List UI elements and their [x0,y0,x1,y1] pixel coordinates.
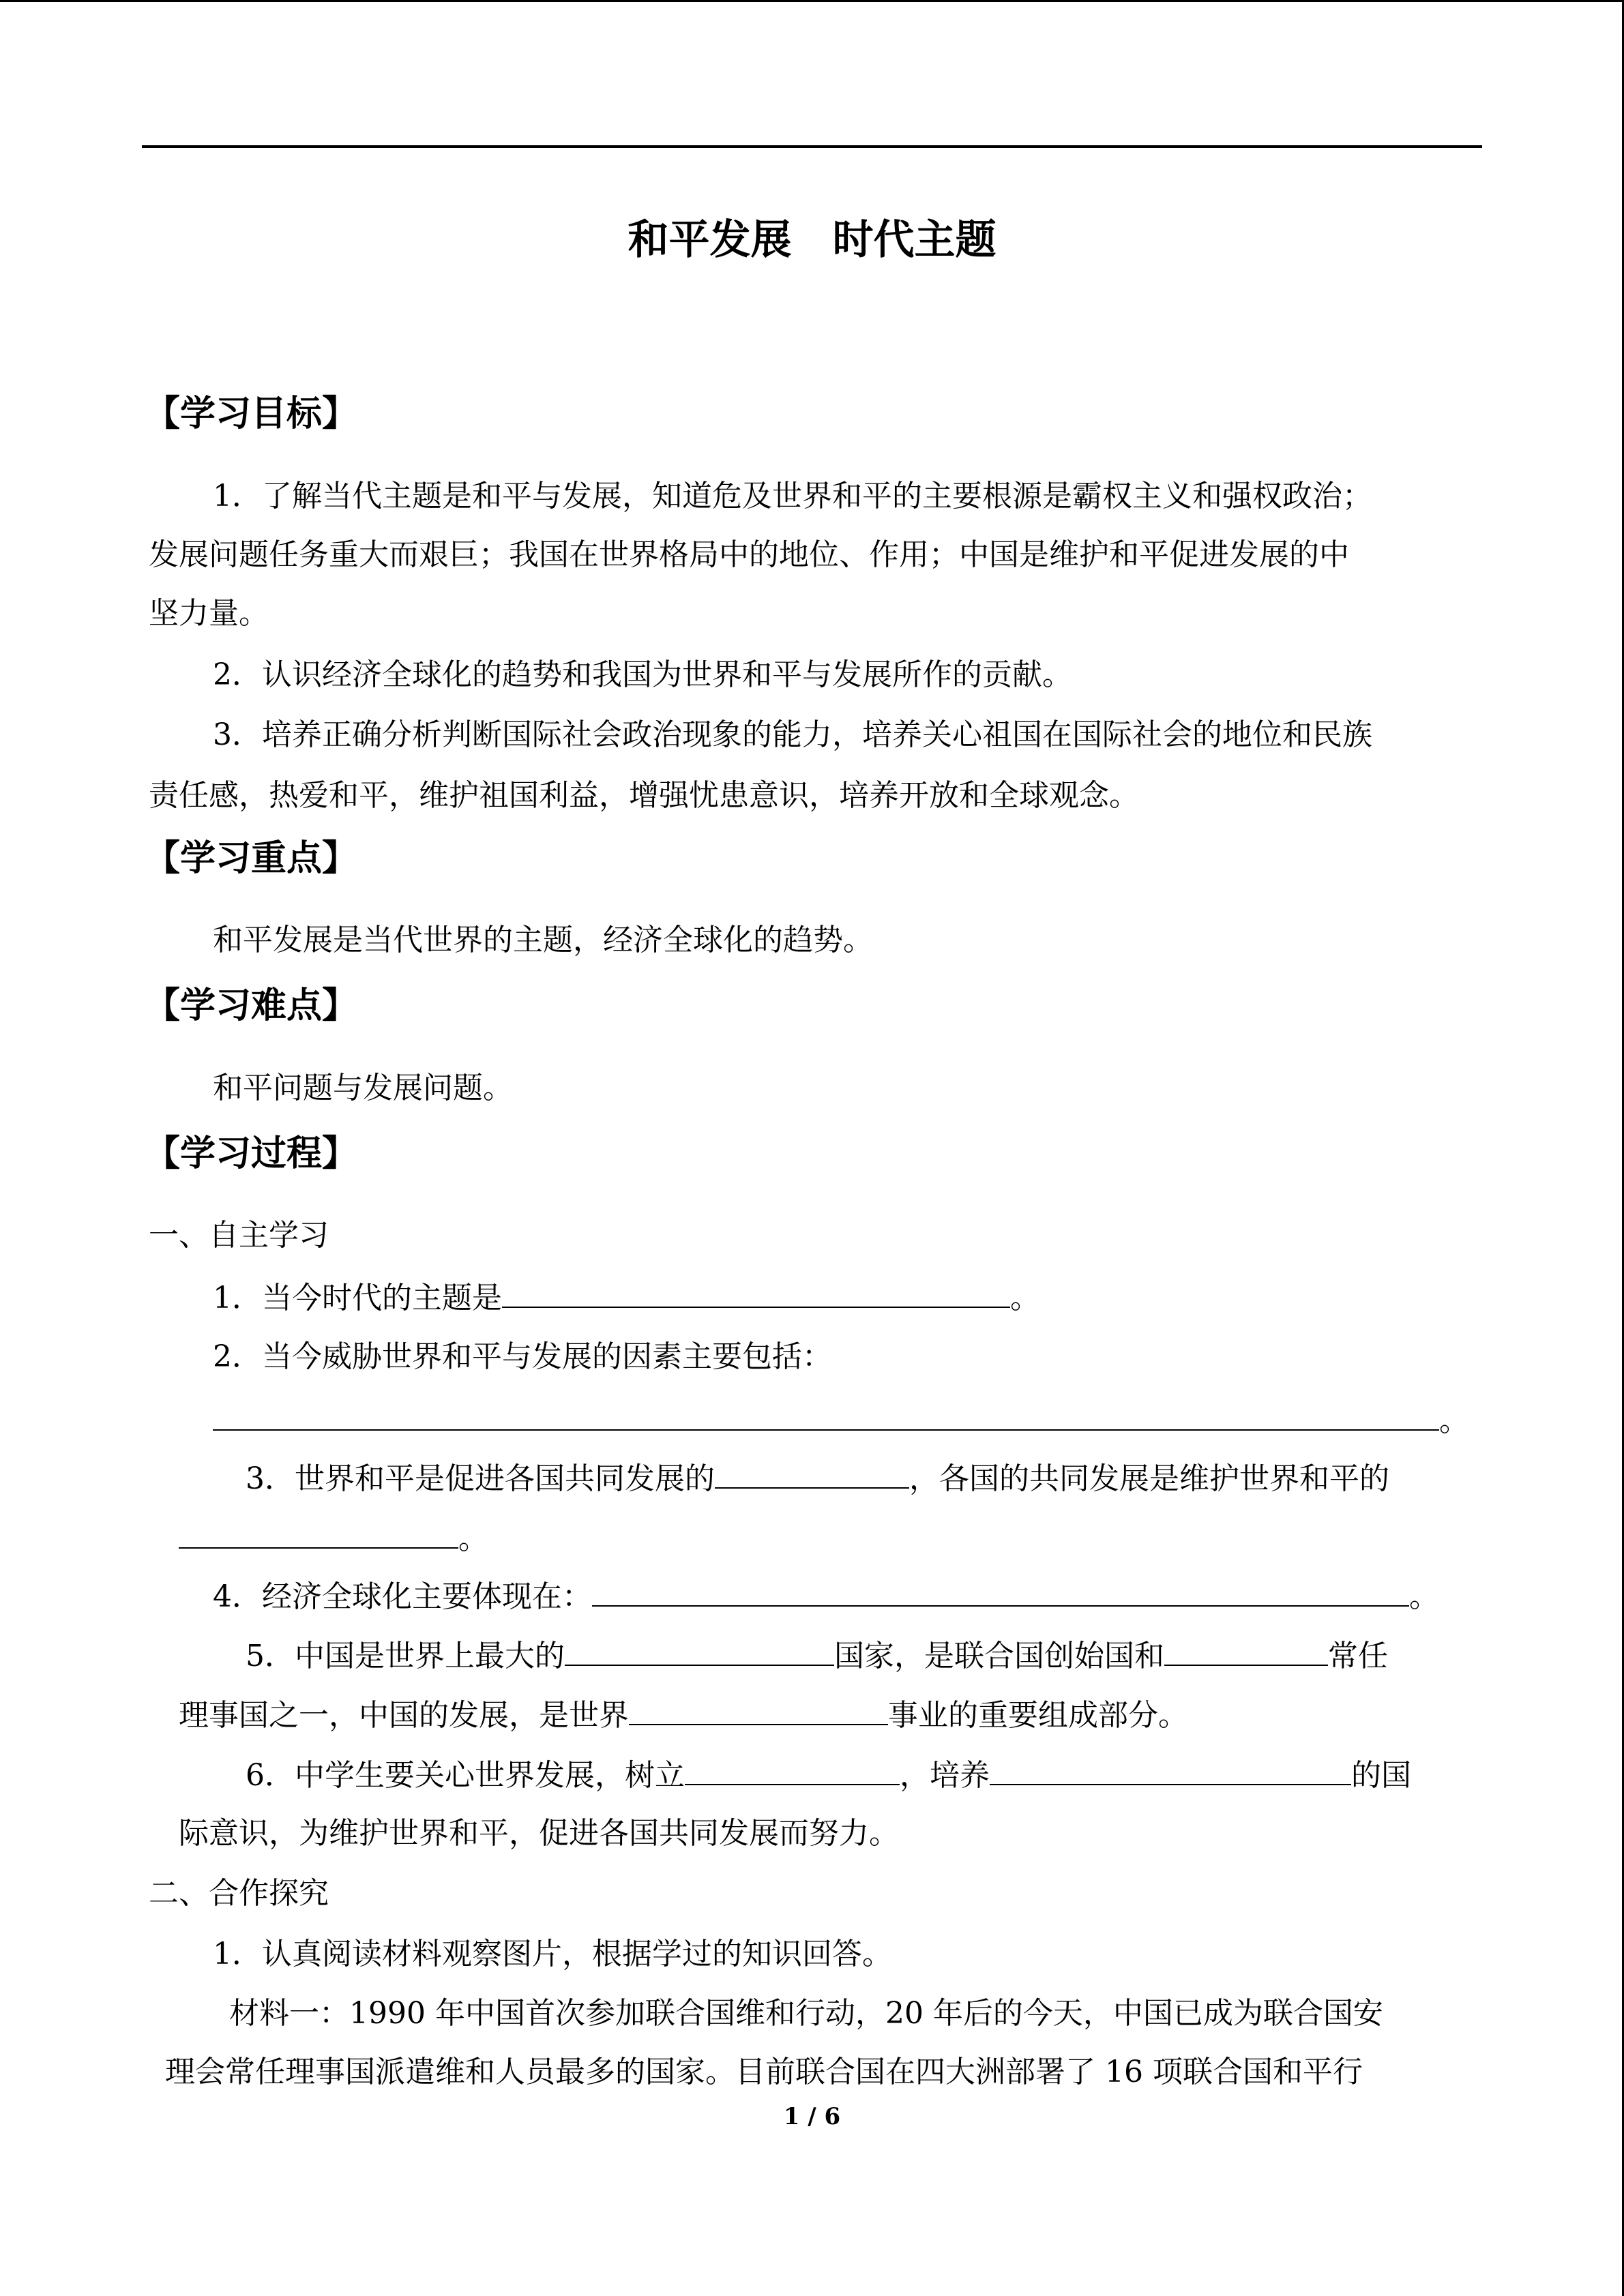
q5-answer-blank-2[interactable] [1164,1635,1328,1666]
material-1-line-1: 材料一：1990 年中国首次参加联合国维和行动，20 年后的今天，中国已成为联合国安 [229,1996,1383,2031]
question-2-answer-line [213,1399,1469,1442]
q6-suffix: 的国 [1351,1758,1411,1793]
q5-middle-1: 国家，是联合国创始国和 [834,1639,1164,1673]
q3-middle: ，各国的共同发展是维护世界和平的 [909,1461,1389,1496]
question-3-line-2 [179,1517,488,1560]
question-5-line-2 [179,1694,1188,1736]
heading-difficulties: 【学习难点】 [145,985,358,1026]
question-1 [213,1277,1040,1319]
q4-answer-blank[interactable] [592,1575,1409,1607]
question-5-line-1 [246,1635,1388,1677]
q4-suffix: 。 [1409,1579,1439,1614]
q5-line2-prefix: 理事国之一，中国的发展，是世界 [179,1698,629,1733]
part1-heading: 一、自主学习 [149,1218,329,1253]
goal-1-line-1: 1．了解当代主题是和平与发展，知道危及世界和平的主要根源是霸权主义和强权政治； [213,479,1372,513]
q3-suffix: 。 [458,1521,488,1556]
q6-prefix: 6．中学生要关心世界发展，树立 [246,1758,685,1793]
document-title: 和平发展 时代主题 [628,216,996,264]
goal-3-line-2: 责任感，热爱和平，维护祖国利益，增强忧患意识，培养开放和全球观念。 [149,778,1139,813]
question-3-line-1 [246,1457,1389,1500]
heading-key-points: 【学习重点】 [145,838,358,879]
q5-middle-2: 常任 [1328,1639,1388,1673]
part2-intro: 1．认真阅读材料观察图片，根据学过的知识回答。 [213,1937,892,1971]
question-6-line-1 [246,1754,1411,1796]
goal-1-line-3: 坚力量。 [149,596,269,631]
q5-line2-suffix: 事业的重要组成部分。 [888,1698,1188,1733]
q3-answer-blank-2[interactable] [179,1517,458,1549]
q3-prefix: 3．世界和平是促进各国共同发展的 [246,1461,715,1496]
q6-middle: ，培养 [900,1758,990,1793]
heading-learning-goals: 【学习目标】 [145,393,358,434]
part2-heading: 二、合作探究 [149,1876,329,1911]
q5-answer-blank-3[interactable] [629,1694,888,1725]
question-6-line-2: 际意识，为维护世界和平，促进各国共同发展而努力。 [179,1816,899,1851]
q5-prefix: 5．中国是世界上最大的 [246,1639,565,1673]
difficulties-text: 和平问题与发展问题。 [213,1071,513,1105]
q5-answer-blank-1[interactable] [565,1635,834,1666]
q4-prefix: 4．经济全球化主要体现在： [213,1579,592,1614]
key-points-text: 和平发展是当代世界的主题，经济全球化的趋势。 [213,923,873,957]
q1-suffix: 。 [1010,1281,1040,1315]
q1-answer-blank[interactable] [502,1277,1010,1308]
q1-prefix: 1．当今时代的主题是 [213,1281,502,1315]
q6-answer-blank-1[interactable] [685,1754,900,1785]
goal-1-line-2: 发展问题任务重大而艰巨；我国在世界格局中的地位、作用；中国是维护和平促进发展的中 [149,537,1349,572]
q2-suffix: 。 [1439,1403,1469,1438]
q3-answer-blank-1[interactable] [715,1457,909,1489]
heading-learning-process: 【学习过程】 [145,1133,358,1174]
header-rule [142,145,1482,148]
question-4 [213,1575,1439,1617]
q2-answer-blank[interactable] [213,1399,1439,1431]
q6-answer-blank-2[interactable] [990,1754,1351,1785]
page-indicator: 1 / 6 [783,2103,841,2130]
question-2: 2．当今威胁世界和平与发展的因素主要包括： [213,1339,832,1374]
goal-3-line-1: 3．培养正确分析判断国际社会政治现象的能力，培养关心祖国在国际社会的地位和民族 [213,717,1372,752]
material-1-line-2: 理会常任理事国派遣维和人员最多的国家。目前联合国在四大洲部署了 16 项联合国和平行 [165,2055,1363,2089]
goal-2: 2．认识经济全球化的趋势和我国为世界和平与发展所作的贡献。 [213,657,1072,692]
